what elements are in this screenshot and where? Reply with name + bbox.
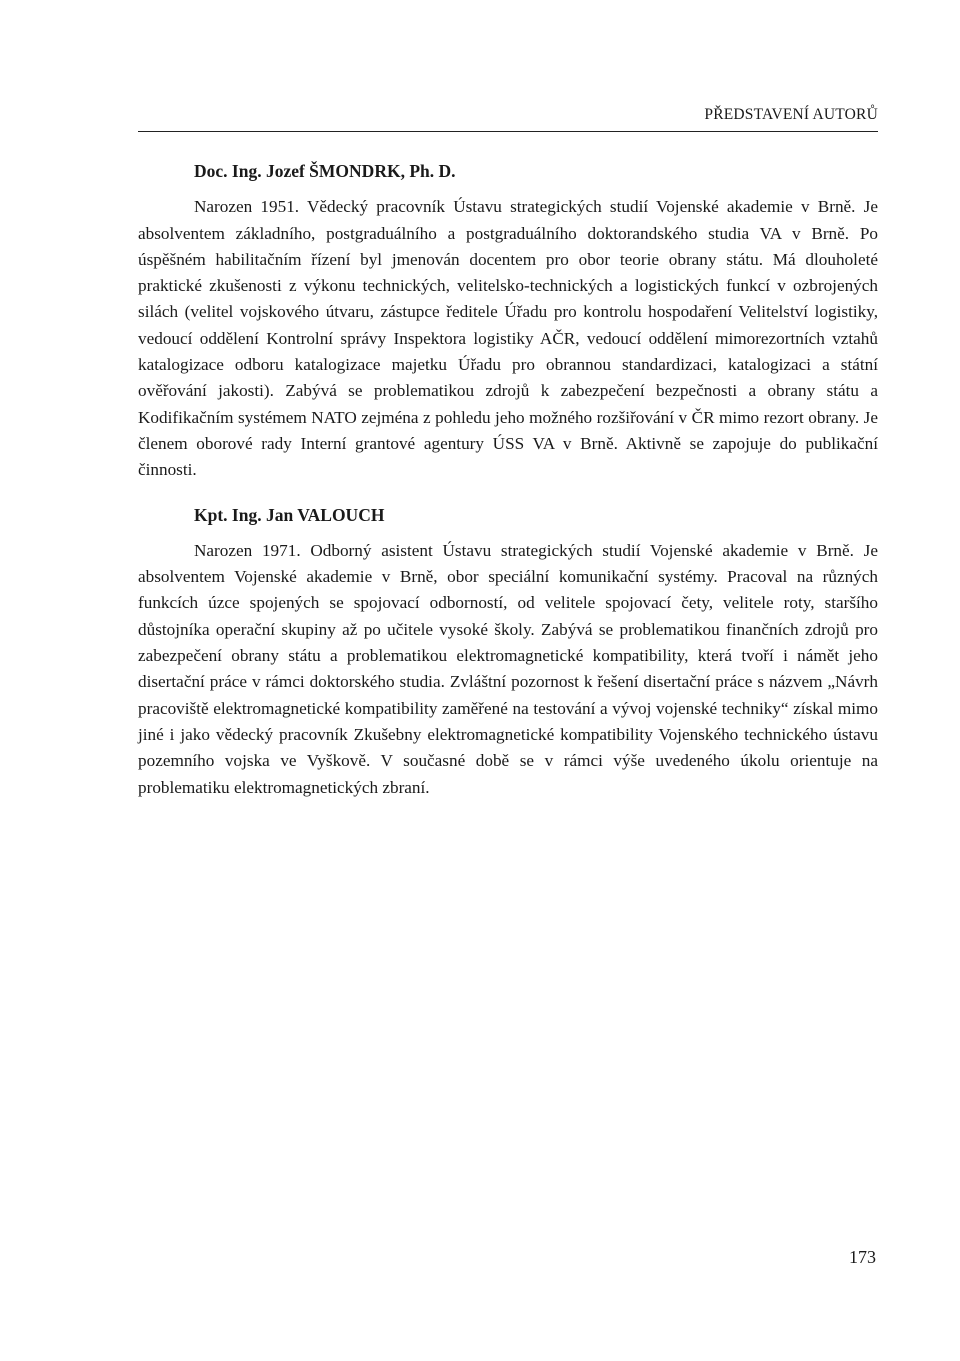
author-name: Kpt. Ing. Jan VALOUCH	[194, 504, 385, 525]
page-number: 173	[849, 1247, 876, 1267]
header-rule	[138, 131, 878, 132]
page-content	[138, 158, 878, 801]
author-name: Doc. Ing. Jozef ŠMONDRK, Ph. D.	[194, 161, 456, 181]
author-bio: Narozen 1951. Vědecký pracovník Ústavu strategických studií Vojenské akademie v Brně. Je absolventem základního, postgraduálního a postgraduálního doktorandského studia VA v Brně. Po úspěšném habilitačním řízení byl jmenován docentem pro obor teorie obrany státu. Má dlouholeté praktické zkušenosti z výkonu technických, velitelsko-technických a logistických funkcí v ozbrojených silách (velitel vojskového útvaru, zástupce ředitele Úřadu pro kontrolu hospodaření Velitelství logistiky, vedoucí oddělení Kontrolní správy Inspektora logistiky AČR, vedoucí oddělení mimorezortních vztahů katalogizace odboru katalogizace majetku Úřadu pro obrannou standardizaci, katalogizaci a státní ověřování jakosti). Zabývá se problematikou zdrojů k zabezpečení bezpečnosti a obrany státu a Kodifikačním systémem NATO zejména z pohledu jeho možného rozšiřování v ČR mimo rezort obrany. Je členem oborové rady Interní grantové agentury ÚSS VA v Brně. Aktivně se zapojuje do publikační činnosti.	[138, 197, 878, 480]
author-bio: Narozen 1971. Odborný asistent Ústavu strategických studií Vojenské akademie v Brně. Je absolventem Vojenské akademie v Brně, obor speciální komunikační systémy. Pracoval na různých funkcích úzce spojených se spojovací odborností, od velitele spojovací čety, velitele roty, staršího důstojníka operační skupiny až po učitele vysoké školy. Zabývá se problematikou finančních zdrojů pro zabezpečení obrany státu a problematikou elektromagnetické kompatibility, která tvoří i námět jeho disertační práce v rámci doktorského studia. Zvláštní pozornost k řešení disertační práce s názvem „Návrh pracoviště elektromagnetické kompatibility zaměřené na testování a vývoj vojenské techniky“ získal mimo jiné i jako vědecký pracovník Zkušebny elektromagnetické kompatibility Vojenského technického ústavu pozemního vojska ve Vyškově. V současné době se v rámci výše uvedeného úkolu orientuje na problematiku elektromagnetických zbraní.	[138, 540, 878, 797]
running-header: PŘEDSTAVENÍ AUTORŮ	[704, 106, 878, 123]
